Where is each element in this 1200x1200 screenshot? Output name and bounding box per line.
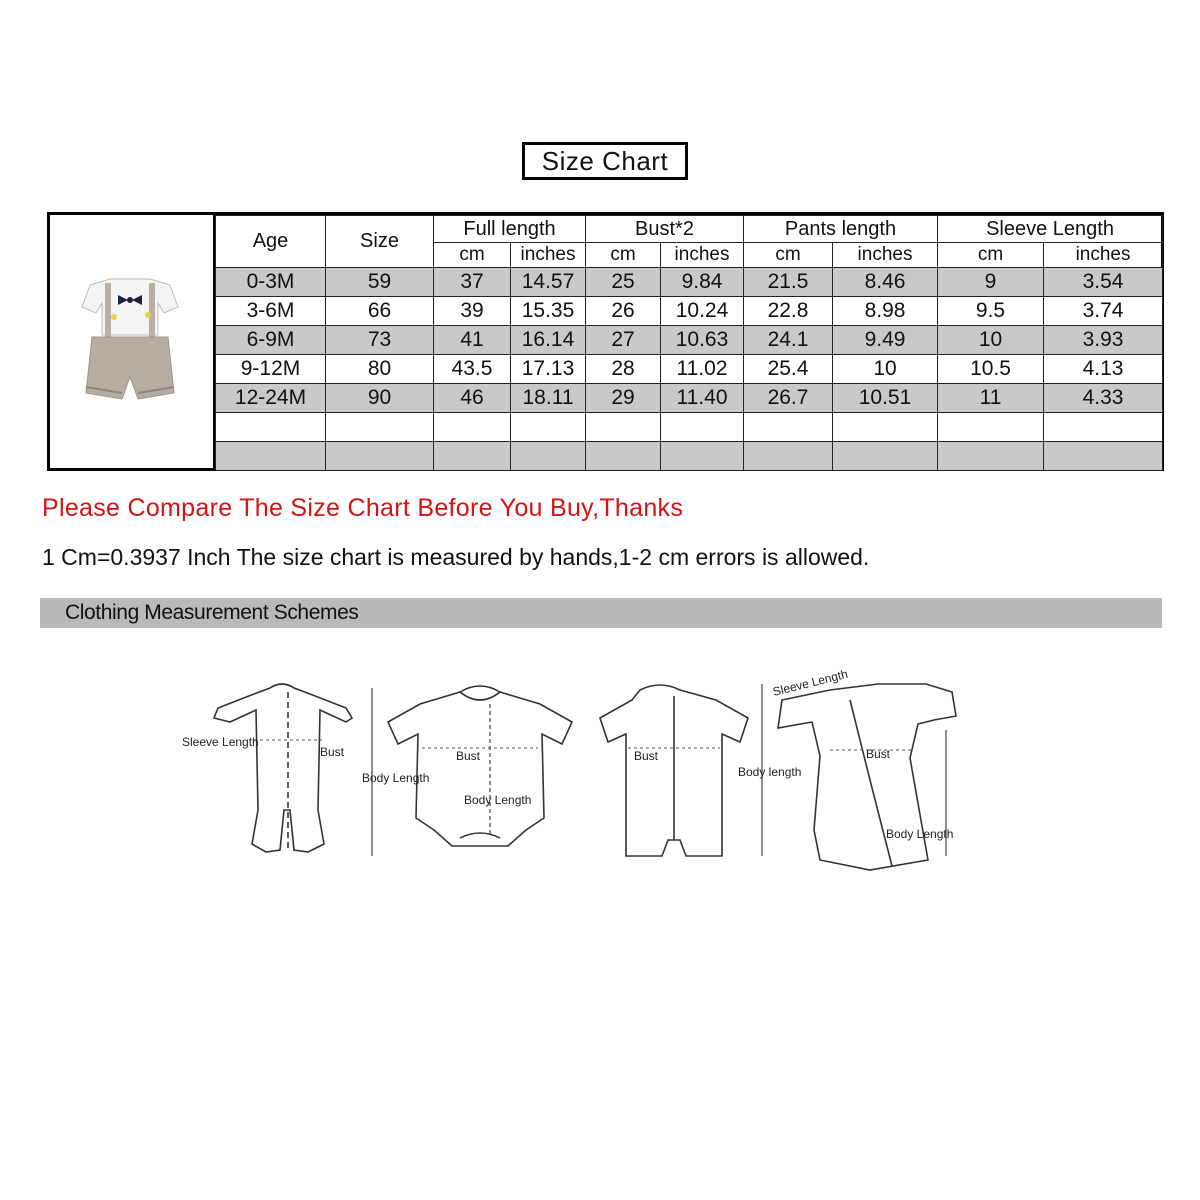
- table-cell: 3.93: [1044, 326, 1163, 355]
- table-row: [216, 442, 1163, 471]
- table-cell: 18.11: [511, 384, 586, 413]
- table-cell: [216, 413, 326, 442]
- table-cell: 28: [586, 355, 661, 384]
- header-age: Age: [216, 216, 326, 268]
- unit-inches: inches: [1044, 243, 1163, 268]
- table-cell: [661, 413, 744, 442]
- table-cell: 8.46: [833, 268, 938, 297]
- table-header-row: [216, 216, 1163, 243]
- table-cell: 24.1: [744, 326, 833, 355]
- table-cell: [326, 413, 434, 442]
- table-cell: [326, 442, 434, 471]
- unit-inches: inches: [661, 243, 744, 268]
- table-cell: [744, 442, 833, 471]
- table-cell: 39: [434, 297, 511, 326]
- table-cell: 0-3M: [216, 268, 326, 297]
- table-cell: 10: [938, 326, 1044, 355]
- table-cell: 27: [586, 326, 661, 355]
- table-cell: 21.5: [744, 268, 833, 297]
- table-cell: [661, 442, 744, 471]
- table-cell: [833, 442, 938, 471]
- table-cell: [586, 442, 661, 471]
- header-sleeve-length: Sleeve Length: [938, 216, 1163, 243]
- table-cell: 22.8: [744, 297, 833, 326]
- table-cell: [833, 413, 938, 442]
- table-cell: 3-6M: [216, 297, 326, 326]
- label-bust-gown: Bust: [866, 747, 891, 761]
- table-row: [216, 268, 1163, 297]
- table-row: [216, 355, 1163, 384]
- table-cell: 10.51: [833, 384, 938, 413]
- table-cell: [511, 413, 586, 442]
- unit-cm: cm: [938, 243, 1044, 268]
- table-cell: 11.40: [661, 384, 744, 413]
- table-cell: 80: [326, 355, 434, 384]
- table-cell: [938, 413, 1044, 442]
- label-bust: Bust: [320, 745, 345, 759]
- table-cell: 3.54: [1044, 268, 1163, 297]
- table-cell: 10.5: [938, 355, 1044, 384]
- table-cell: 6-9M: [216, 326, 326, 355]
- table-cell: 25.4: [744, 355, 833, 384]
- table-cell: 37: [434, 268, 511, 297]
- table-cell: [434, 442, 511, 471]
- table-cell: 3.74: [1044, 297, 1163, 326]
- table-cell: 29: [586, 384, 661, 413]
- table-cell: 9: [938, 268, 1044, 297]
- size-chart-frame: [47, 212, 1164, 471]
- table-cell: 66: [326, 297, 434, 326]
- label-sleeve-length: Sleeve Length: [182, 735, 259, 749]
- table-row: [216, 326, 1163, 355]
- romper-product-illustration: [50, 215, 210, 465]
- table-cell: [1044, 442, 1163, 471]
- table-cell: 9.84: [661, 268, 744, 297]
- label-body-length-romper: Body length: [738, 765, 802, 779]
- table-cell: [938, 442, 1044, 471]
- table-cell: 9.5: [938, 297, 1044, 326]
- table-cell: 10.63: [661, 326, 744, 355]
- table-cell: [1044, 413, 1163, 442]
- header-size: Size: [326, 216, 434, 268]
- unit-cm: cm: [744, 243, 833, 268]
- size-table: [215, 215, 1163, 471]
- table-cell: 9-12M: [216, 355, 326, 384]
- table-cell: 11: [938, 384, 1044, 413]
- table-cell: 4.33: [1044, 384, 1163, 413]
- table-row: [216, 384, 1163, 413]
- table-cell: 4.13: [1044, 355, 1163, 384]
- table-cell: 9.49: [833, 326, 938, 355]
- table-cell: [744, 413, 833, 442]
- table-cell: 8.98: [833, 297, 938, 326]
- label-sleeve-length-gown: Sleeve Length: [771, 666, 850, 699]
- table-cell: 73: [326, 326, 434, 355]
- table-cell: [434, 413, 511, 442]
- compare-size-notice: Please Compare The Size Chart Before You Buy,Thanks: [42, 494, 684, 522]
- label-body-length-gown: Body Length: [886, 827, 954, 841]
- table-cell: 10.24: [661, 297, 744, 326]
- measurement-diagrams: [170, 660, 1000, 890]
- unit-cm: cm: [434, 243, 511, 268]
- table-cell: [511, 442, 586, 471]
- table-cell: 26.7: [744, 384, 833, 413]
- garment-diagrams: [170, 660, 1000, 890]
- size-chart-title: Size Chart: [522, 142, 688, 180]
- table-cell: 16.14: [511, 326, 586, 355]
- conversion-note: 1 Cm=0.3937 Inch The size chart is measured by hands,1-2 cm errors is allowed.: [42, 544, 870, 570]
- table-cell: 17.13: [511, 355, 586, 384]
- table-cell: [216, 442, 326, 471]
- table-row: [216, 413, 1163, 442]
- table-cell: 43.5: [434, 355, 511, 384]
- label-bust-romper: Bust: [634, 749, 659, 763]
- measurement-schemes-heading: Clothing Measurement Schemes: [40, 598, 1162, 628]
- label-bust-bodysuit: Bust: [456, 749, 481, 763]
- table-cell: 25: [586, 268, 661, 297]
- table-cell: [586, 413, 661, 442]
- table-cell: 90: [326, 384, 434, 413]
- label-body-length: Body Length: [362, 771, 430, 785]
- table-row: [216, 297, 1163, 326]
- table-cell: 41: [434, 326, 511, 355]
- header-bust: Bust*2: [586, 216, 744, 243]
- label-body-length-bodysuit: Body Length: [464, 793, 532, 807]
- product-image: [50, 215, 215, 468]
- table-cell: 46: [434, 384, 511, 413]
- header-pants-length: Pants length: [744, 216, 938, 243]
- table-cell: 11.02: [661, 355, 744, 384]
- table-cell: 14.57: [511, 268, 586, 297]
- table-cell: 26: [586, 297, 661, 326]
- table-cell: 12-24M: [216, 384, 326, 413]
- table-cell: 15.35: [511, 297, 586, 326]
- unit-inches: inches: [833, 243, 938, 268]
- header-full-length: Full length: [434, 216, 586, 243]
- table-cell: 59: [326, 268, 434, 297]
- unit-cm: cm: [586, 243, 661, 268]
- table-cell: 10: [833, 355, 938, 384]
- unit-inches: inches: [511, 243, 586, 268]
